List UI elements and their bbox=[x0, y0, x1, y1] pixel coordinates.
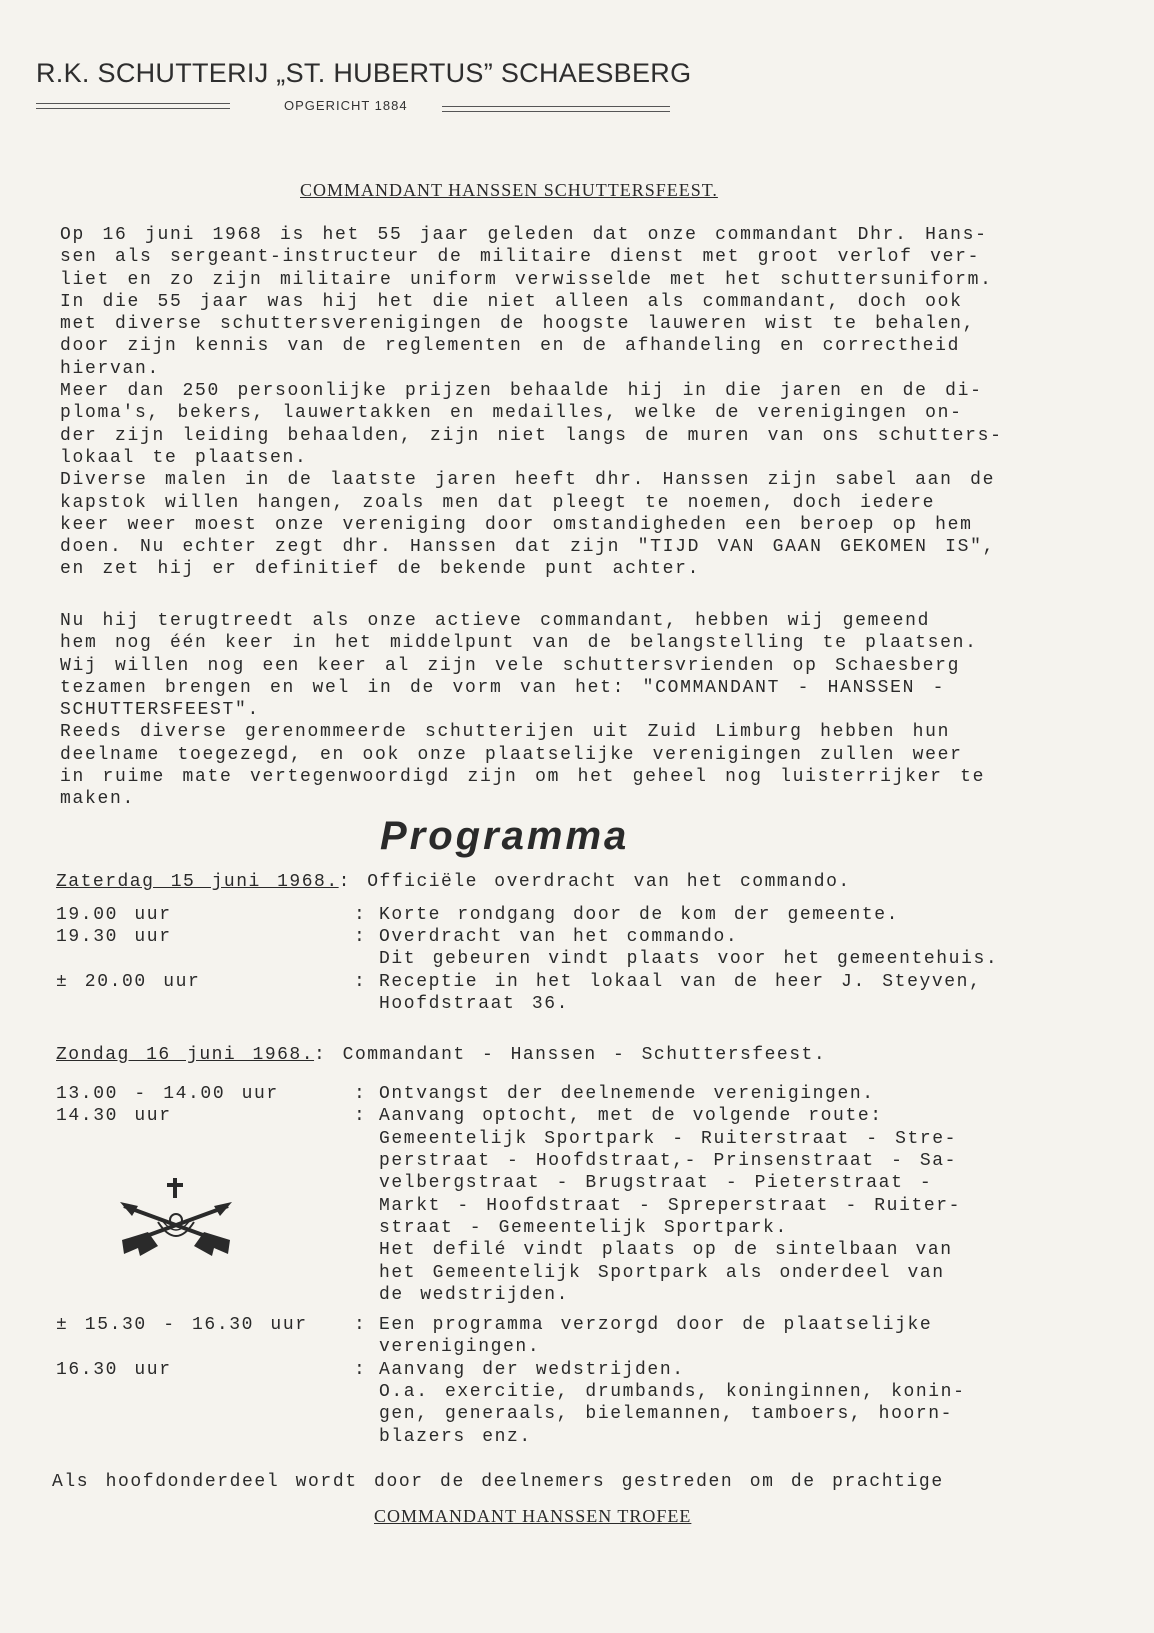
schedule-desc: Aanvang der wedstrijden. bbox=[379, 1360, 685, 1380]
saturday-title: : Officiële overdracht van het commando. bbox=[338, 872, 851, 892]
schedule-desc: Markt - Hoofdstraat - Spreperstraat - Ruiter- bbox=[379, 1196, 962, 1216]
saturday-date: Zaterdag 15 juni 1968. bbox=[56, 872, 339, 892]
text-line: Wij willen nog een keer al zijn vele schuttersvrienden op Schaesberg bbox=[60, 655, 961, 676]
text-line: Op 16 juni 1968 is het 55 jaar geleden dat onze commandant Dhr. Hans- bbox=[60, 225, 988, 245]
schedule-desc: Receptie in het lokaal van de heer J. Steyven, bbox=[379, 972, 982, 992]
letterhead-rule-left bbox=[36, 103, 230, 109]
text-line: SCHUTTERSFEEST". bbox=[60, 700, 261, 721]
schedule-desc: Het defilé vindt plaats op de sintelbaan van bbox=[379, 1240, 953, 1260]
text-line: door zijn kennis van de reglementen en de afhandeling en correctheid bbox=[60, 336, 961, 357]
schedule-desc: straat - Gemeentelijk Sportpark. bbox=[379, 1218, 788, 1238]
schedule-desc: O.a. exercitie, drumbands, koninginnen, konin- bbox=[379, 1382, 966, 1402]
schedule-colon: : bbox=[354, 972, 367, 992]
text-line: deelname toegezegd, en ook onze plaatselijke verenigingen zullen weer bbox=[60, 744, 963, 765]
schedule-colon: : bbox=[354, 927, 367, 947]
text-line: in ruime mate vertegenwoordigd zijn om het geheel nog luisterrijker te bbox=[60, 767, 986, 788]
letterhead-rule-right bbox=[442, 106, 670, 112]
text-line: Diverse malen in de laatste jaren heeft dhr. Hanssen zijn sabel aan de bbox=[60, 470, 996, 491]
text-line: Nu hij terugtreedt als onze actieve commandant, hebben wij gemeend bbox=[60, 611, 931, 631]
closing-line: Als hoofdonderdeel wordt door de deelnemers gestreden om de prachtige bbox=[52, 1472, 944, 1492]
schedule-desc: Hoofdstraat 36. bbox=[379, 994, 570, 1014]
text-line: Reeds diverse gerenommeerde schutterijen uit Zuid Limburg hebben hun bbox=[60, 722, 951, 743]
text-line: Meer dan 250 persoonlijke prijzen behaalde hij in die jaren en de di- bbox=[60, 381, 983, 402]
schedule-desc: perstraat - Hoofdstraat,- Prinsenstraat - Sa- bbox=[379, 1151, 958, 1171]
crossed-rifles-emblem-icon bbox=[118, 1176, 234, 1260]
schedule-desc: blazers enz. bbox=[379, 1427, 532, 1447]
text-line: keer weer moest onze vereniging door omstandigheden een beroep op hem bbox=[60, 514, 973, 535]
schedule-time: 13.00 - 14.00 uur bbox=[56, 1084, 279, 1104]
text-line: kapstok willen hangen, zoals men dat pleegt te noemen, doch iedere bbox=[60, 492, 936, 513]
sunday-date: Zondag 16 juni 1968. bbox=[56, 1045, 315, 1065]
schedule-desc: gen, generaals, bielemannen, tamboers, hoorn- bbox=[379, 1404, 954, 1424]
text-line: In die 55 jaar was hij het die niet alleen als commandant, doch ook bbox=[60, 291, 963, 312]
saturday-heading bbox=[56, 872, 851, 892]
text-line: liet en zo zijn militaire uniform verwisselde met het schuttersuniform. bbox=[60, 269, 993, 290]
second-paragraph bbox=[60, 610, 985, 811]
schedule-time: 14.30 uur bbox=[56, 1106, 172, 1126]
schedule-desc: Een programma verzorgd door de plaatselijke bbox=[379, 1315, 933, 1335]
schedule-desc: Ontvangst der deelnemende verenigingen. bbox=[379, 1084, 875, 1104]
schedule-colon: : bbox=[354, 1360, 367, 1380]
schedule-time: ± 20.00 uur bbox=[56, 972, 201, 992]
schedule-desc: Aanvang optocht, met de volgende route: bbox=[379, 1106, 883, 1126]
schedule-colon: : bbox=[354, 1084, 367, 1104]
sunday-title: : Commandant - Hanssen - Schuttersfeest. bbox=[314, 1045, 827, 1065]
schedule-desc: Korte rondgang door de kom der gemeente. bbox=[379, 905, 900, 925]
text-line: hem nog één keer in het middelpunt van de belangstelling te plaatsen. bbox=[60, 633, 978, 654]
schedule-desc: verenigingen. bbox=[379, 1337, 541, 1357]
schedule-time: 19.00 uur bbox=[56, 905, 172, 925]
text-line: der zijn leiding behaalden, zijn niet langs de muren van ons schutters- bbox=[60, 425, 1003, 446]
text-line: en zet hij er definitief de bekende punt achter. bbox=[60, 559, 701, 580]
schedule-colon: : bbox=[354, 1315, 367, 1335]
schedule-time: ± 15.30 - 16.30 uur bbox=[56, 1315, 308, 1335]
letterhead-subtitle: OPGERICHT 1884 bbox=[284, 98, 408, 113]
intro-paragraph bbox=[60, 224, 1003, 581]
schedule-desc: Overdracht van het commando. bbox=[379, 927, 739, 947]
schedule-desc: het Gemeentelijk Sportpark als onderdeel van bbox=[379, 1263, 945, 1283]
programma-title: Programma bbox=[380, 814, 630, 858]
text-line: lokaal te plaatsen. bbox=[60, 447, 308, 468]
text-line: tezamen brengen en wel in de vorm van het: "COMMANDANT - HANSSEN - bbox=[60, 677, 946, 698]
letterhead-title: R.K. SCHUTTERIJ „ST. HUBERTUS” SCHAESBERG bbox=[36, 58, 692, 88]
schedule-desc: Dit gebeuren vindt plaats voor het gemeentehuis. bbox=[379, 949, 999, 969]
document-heading: COMMANDANT HANSSEN SCHUTTERSFEEST. bbox=[300, 180, 718, 200]
text-line: met diverse schuttersverenigingen de hoogste lauweren wist te behalen, bbox=[60, 314, 976, 335]
text-line: maken. bbox=[60, 789, 136, 810]
trophy-title: COMMANDANT HANSSEN TROFEE bbox=[374, 1506, 692, 1526]
text-line: ploma's, bekers, lauwertakken en medailles, welke de verenigingen on- bbox=[60, 403, 963, 424]
schedule-time: 16.30 uur bbox=[56, 1360, 172, 1380]
schedule-colon: : bbox=[354, 905, 367, 925]
text-line: doen. Nu echter zegt dhr. Hanssen dat zijn "TIJD VAN GAAN GEKOMEN IS", bbox=[60, 537, 996, 558]
schedule-time: 19.30 uur bbox=[56, 927, 172, 947]
schedule-desc: de wedstrijden. bbox=[379, 1285, 570, 1305]
schedule-colon: : bbox=[354, 1106, 367, 1126]
sunday-heading bbox=[56, 1045, 826, 1065]
text-line: hiervan. bbox=[60, 358, 161, 379]
schedule-desc: velbergstraat - Brugstraat - Pieterstraat - bbox=[379, 1173, 933, 1193]
schedule-desc: Gemeentelijk Sportpark - Ruiterstraat - Stre- bbox=[379, 1129, 958, 1149]
text-line: sen als sergeant-instructeur de militaire dienst met groot verlof ver- bbox=[60, 247, 981, 268]
